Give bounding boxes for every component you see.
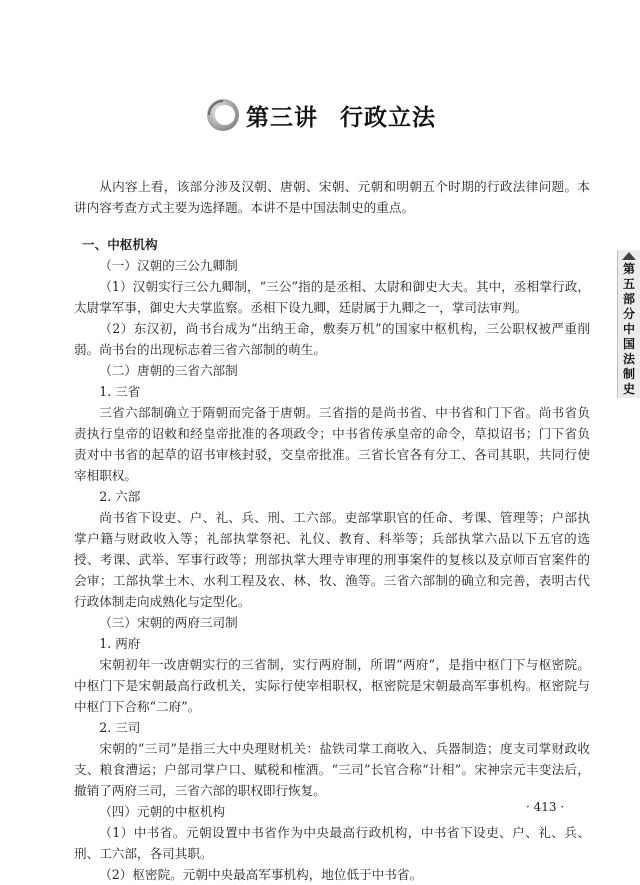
subsection-heading: （一）汉朝的三公九卿制 xyxy=(99,258,238,273)
paragraph: （1）中书省。元朝设置中书省作为中央最高行政机构，中书省下设吏、户、礼、兵、刑、工六部，各司其职。 xyxy=(74,825,590,861)
paragraph: （1）汉朝实行三公九卿制，“三公”指的是丞相、太尉和御史大夫。其中，丞相掌行政，太尉掌军事，御史大夫掌监察。丞相下设九卿，廷尉属于九卿之一，掌司法审判。 xyxy=(74,279,590,315)
subsection-heading: （二）唐朝的三省六部制 xyxy=(99,363,238,378)
section-heading: 一、中枢机构 xyxy=(82,237,158,252)
subsection-heading: （四）元朝的中枢机构 xyxy=(99,804,226,819)
item-heading: 2. 三司 xyxy=(99,720,141,735)
intro-paragraph: 从内容上看，该部分涉及汉朝、唐朝、宋朝、元朝和明朝五个时期的行政法律问题。本讲内容考查方式主要为选择题。本讲不是中国法制史的重点。 xyxy=(74,179,590,215)
paragraph: 宋朝初年一改唐朝实行的三省制，实行两府制，所谓“两府”，是指中枢门下与枢密院。中枢门下是宋朝最高行政机关，实际行使宰相职权，枢密院是宋朝最高军事机构。枢密院与中枢门下合称“二府”。 xyxy=(74,657,590,714)
lecture-topic: 行政立法 xyxy=(340,103,436,131)
arrow-up-icon xyxy=(622,252,636,260)
item-heading: 1. 两府 xyxy=(99,636,141,651)
paragraph: 宋朝的“三司”是指三大中央理财机关：盐铁司掌工商收入、兵器制造；度支司掌财政收支、粮食漕运；户部司掌户口、赋税和榷酒。“三司”长官合称“计相”。宋神宗元丰变法后，撤销了两府三司，三省六部的职权即行恢复。 xyxy=(74,741,590,798)
paragraph: （2）东汉初，尚书台成为“出纳王命，敷奏万机”的国家中枢机构，三公职权被严重削弱。尚书台的出现标志着三省六部制的萌生。 xyxy=(74,321,590,357)
content-block xyxy=(74,234,590,885)
lecture-title xyxy=(0,92,640,138)
paragraph: （2）枢密院。元朝中央最高军事机构，地位低于中书省。 xyxy=(99,867,423,882)
side-tab-label: 第五部分 中国法制史 xyxy=(622,262,635,396)
paragraph: 尚书省下设吏、户、礼、兵、刑、工六部。吏部掌职官的任命、考课、管理等；户部执掌户籍与财政收入等；礼部执掌祭祀、礼仪、教育、科举等；兵部执掌六品以下五官的选授、考课、武举、军事行政等；刑部执掌大理寺审理的刑事案件的复核以及京师百官案件的会审；工部执掌土木、水利工程及农、林、牧、渔等。三省六部制的确立和完善，表明古代行政体制走向成熟化与定型化。 xyxy=(74,510,590,609)
subsection-heading: （三）宋朝的两府三司制 xyxy=(99,615,238,630)
paragraph: 三省六部制确立于隋朝而完备于唐朝。三省指的是尚书省、中书省和门下省。尚书省负责执行皇帝的诏敕和经皇帝批准的各项政令；中书省传承皇帝的命令，草拟诏书；门下省负责对中书省的起草的诏书审核封驳，交皇帝批准。三省长官各有分工、各司其职，共同行使宰相职权。 xyxy=(74,405,590,483)
lecture-number: 第三讲 xyxy=(246,103,318,131)
page-number: · 413 · xyxy=(526,800,565,814)
item-heading: 2. 六部 xyxy=(99,489,141,504)
intro-block xyxy=(74,176,590,218)
item-heading: 1. 三省 xyxy=(99,384,141,399)
ornament-icon xyxy=(204,96,242,134)
